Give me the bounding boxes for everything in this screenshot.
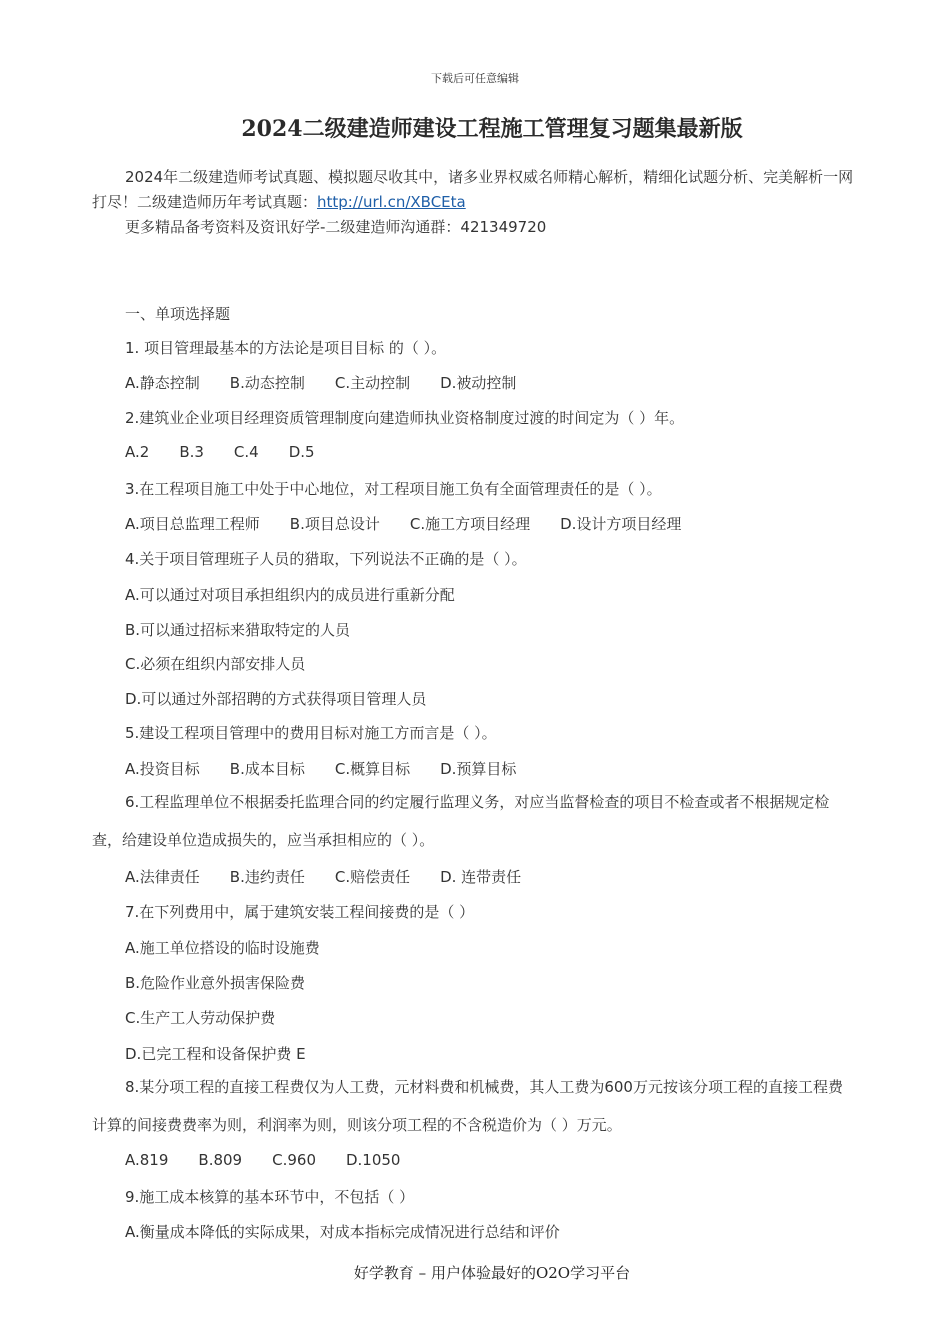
options-row [125,1151,430,1169]
page-footer: 好学教育 – 用户体验最好的O2O学习平台 [353,1264,631,1282]
question-stem: 8.某分项工程的直接工程费仅为人工费，元材料费和机械费，其人工费为600万元按该分项工程的直接工程费计算的间接费费率为则，利润率为则，则该分项工程的不含税造价为（ ）万元。 [92,1078,843,1134]
question-stem: 3.在工程项目施工中处于中心地位，对工程项目施工负有全面管理责任的是（ ）。 [125,480,662,498]
option: A.静态控制 [125,374,200,392]
header-note: 下载后可任意编辑 [431,72,519,85]
option: B.可以通过招标来猎取特定的人员 [125,621,351,639]
option: D.1050 [345,1151,401,1169]
option: C.必须在组织内部安排人员 [125,655,306,673]
intro-paragraph-2: 更多精品备考资料及资讯好学-二级建造师沟通群：421349720 [125,218,547,236]
question-stem: 2.建筑业企业项目经理资质管理制度向建造师执业资格制度过渡的时间定为（ ）年。 [125,409,685,427]
options-row [125,758,546,779]
question-stem: 9.施工成本核算的基本环节中，不包括（ ） [125,1188,415,1206]
option: D.设计方项目经理 [560,515,682,533]
question-stem: 5.建设工程项目管理中的费用目标对施工方而言是（ ）。 [125,724,497,742]
option: A.法律责任 [125,868,200,886]
option: A.819 [125,1151,169,1169]
option: C.概算目标 [334,760,411,778]
options-row [125,866,551,887]
question-stem: 7.在下列费用中，属于建筑安装工程间接费的是（ ） [125,903,475,921]
option: D.5 [288,443,315,461]
option: A.投资目标 [125,760,200,778]
option: D.被动控制 [440,374,517,392]
question-stem: 6.工程监理单位不根据委托监理合同的约定履行监理义务，对应当监督检查的项目不检查或者不根据规定检查，给建设单位造成损失的，应当承担相应的（ ）。 [92,793,830,849]
option: A.衡量成本降低的实际成果，对成本指标完成情况进行总结和评价 [125,1223,560,1241]
options-row [125,513,711,534]
option: D. 连带责任 [440,868,522,886]
option: B.危险作业意外损害保险费 [125,974,306,992]
intro-paragraph-1 [92,165,862,215]
option: A.项目总监理工程师 [125,515,260,533]
option: D.已完工程和设备保护费 E [125,1045,306,1063]
option: B.动态控制 [229,374,305,392]
exam-link[interactable]: http://url.cn/XBCEta [317,193,466,211]
option: C.960 [272,1151,316,1169]
option: B.809 [198,1151,243,1169]
intro [92,165,862,240]
option: C.赔偿责任 [334,868,411,886]
option: A.施工单位搭设的临时设施费 [125,939,320,957]
option: A.可以通过对项目承担组织内的成员进行重新分配 [125,586,455,604]
option: D.可以通过外部招聘的方式获得项目管理人员 [125,690,427,708]
page-title: 2024二级建造师建设工程施工管理复习题集最新版 [241,116,743,142]
option: C.主动控制 [334,374,411,392]
option: C.4 [233,443,259,461]
option: A.2 [125,443,150,461]
option: B.项目总设计 [289,515,380,533]
option: B.成本目标 [229,760,305,778]
option: B.违约责任 [229,868,305,886]
intro-text: 2024年二级建造师考试真题、模拟题尽收其中，诸多业界权威名师精心解析，精细化试题分析、完美解析一网打尽！二级建造师历年考试真题： [92,168,854,211]
option: B.3 [179,443,204,461]
options-row [125,372,546,393]
question-stem: 1. 项目管理最基本的方法论是项目目标 的（ ）。 [125,339,447,357]
option: C.生产工人劳动保护费 [125,1009,276,1027]
options-row [125,443,345,461]
section-heading: 一、单项选择题 [125,305,231,323]
question-stem: 4.关于项目管理班子人员的猎取，下列说法不正确的是（ ）。 [125,550,527,568]
option: D.预算目标 [440,760,517,778]
option: C.施工方项目经理 [409,515,531,533]
